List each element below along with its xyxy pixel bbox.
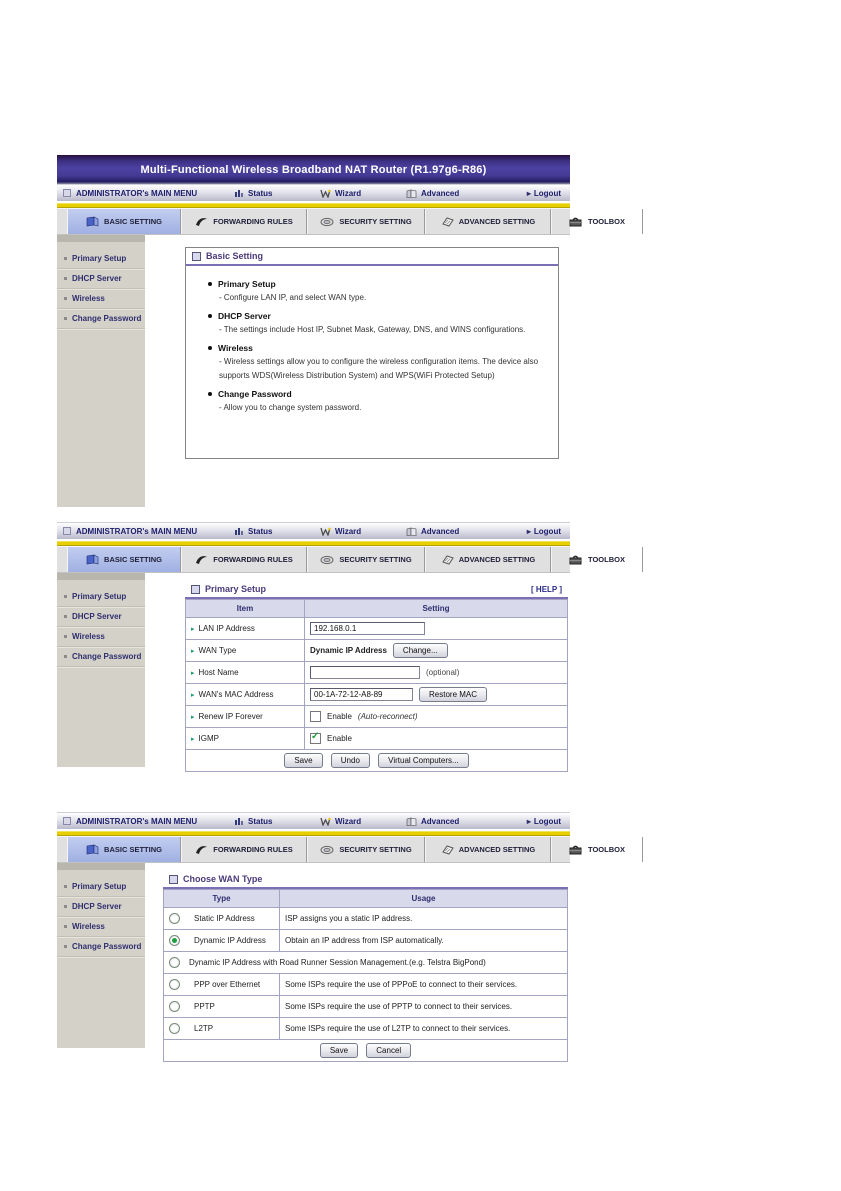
menu-item-wizard[interactable]: Wizard [320, 817, 406, 826]
usage-text: Some ISPs require the use of PPTP to connect to their services. [280, 996, 568, 1018]
admin-menu-icon [63, 527, 71, 535]
wan-type-table [163, 889, 568, 1062]
wan-type-radio-dynamic[interactable] [169, 935, 180, 946]
sidebar-top-strip [57, 573, 145, 580]
sidebar-item-wireless[interactable]: Wireless [57, 289, 145, 309]
bullet-icon [64, 595, 67, 598]
tab-toolbox[interactable] [551, 209, 643, 234]
tab-advanced-setting[interactable]: ADVANCED SETTING [425, 547, 551, 572]
admin-main-menu-label[interactable]: ADMINISTRATOR's MAIN MENU [76, 526, 198, 536]
panel-icon [192, 252, 201, 261]
menu-item-advanced[interactable] [406, 189, 492, 198]
column-header-usage: Usage [280, 890, 568, 908]
wan-type-radio-pptp[interactable] [169, 1001, 180, 1012]
usage-text: Some ISPs require the use of PPPoE to connect to their services. [280, 974, 568, 996]
wan-type-radio-roadrunner[interactable] [169, 957, 180, 968]
table-footer-row [186, 750, 568, 772]
tab-security-setting[interactable]: SECURITY SETTING [307, 837, 425, 862]
menu-item-wizard[interactable]: Wizard [320, 527, 406, 536]
section-primary-setup: Primary Setup - Configure LAN IP, and select WAN type. [208, 279, 542, 305]
bullet-icon [64, 945, 67, 948]
renew-ip-checkbox[interactable] [310, 711, 321, 722]
sidebar-item-dhcp-server[interactable]: DHCP Server [57, 897, 145, 917]
row-marker-icon [191, 734, 195, 743]
advanced-label: Advanced [421, 188, 460, 198]
help-link[interactable]: [ HELP ] [531, 584, 562, 594]
panel-title: Primary Setup [205, 584, 267, 594]
tab-forwarding-rules[interactable]: FORWARDING RULES [181, 547, 307, 572]
bullet-icon [64, 925, 67, 928]
toolbox-icon [569, 554, 583, 565]
admin-menu-bar [57, 184, 570, 201]
section-change-password: Change Password - Allow you to change system password. [208, 389, 542, 415]
menu-item-status[interactable]: Status [234, 817, 320, 826]
table-row: ▸ WAN Type Dynamic IP Address Change... [186, 640, 568, 662]
tab-label: SECURITY SETTING [339, 217, 412, 226]
sidebar [57, 573, 145, 767]
section-wireless: Wireless - Wireless settings allow you to configure the wireless configuration items. The device also supports WDS(Wireless Distribution System) and WPS(WiFi Protected Setup) [208, 343, 542, 383]
admin-menu-icon [63, 189, 71, 197]
router-title: Multi-Functional Wireless Broadband NAT Router (R1.97g6-R86) [140, 163, 487, 176]
tab-bar [57, 208, 625, 235]
usage-text: Some ISPs require the use of L2TP to connect to their services. [280, 1018, 568, 1040]
admin-menu-bar [57, 522, 570, 539]
forwarding-rules-icon [195, 216, 208, 227]
undo-button[interactable]: Undo [331, 753, 370, 768]
table-footer-row [164, 1040, 568, 1062]
bullet-icon [64, 317, 67, 320]
bullet-icon [208, 314, 212, 318]
tab-basic-setting[interactable]: BASIC SETTING [67, 547, 181, 572]
basic-setting-icon [86, 844, 99, 855]
wan-type-value: Dynamic IP Address [310, 646, 387, 655]
tab-bar [57, 836, 625, 863]
tab-forwarding-rules[interactable]: FORWARDING RULES [181, 837, 307, 862]
forwarding-rules-icon [195, 844, 208, 855]
menu-item-wizard[interactable] [320, 189, 406, 198]
row-marker-icon [191, 668, 195, 677]
tab-security-setting[interactable]: SECURITY SETTING [307, 547, 425, 572]
save-button[interactable]: Save [320, 1043, 358, 1058]
forwarding-rules-icon [195, 554, 208, 565]
row-marker-icon [191, 646, 195, 655]
bullet-icon [208, 346, 212, 350]
table-row: PPP over Ethernet Some ISPs require the use of PPPoE to connect to their services. [164, 974, 568, 996]
tab-toolbox[interactable]: TOOLBOX [551, 547, 643, 572]
tab-label: FORWARDING RULES [213, 217, 293, 226]
tab-label: ADVANCED SETTING [458, 217, 536, 226]
sidebar [57, 863, 145, 1048]
row-marker-icon [191, 712, 195, 721]
optional-note: (optional) [426, 668, 460, 677]
logout-label: Logout [533, 188, 561, 198]
virtual-computers-button[interactable]: Virtual Computers... [378, 753, 469, 768]
tab-advanced-setting[interactable] [425, 209, 551, 234]
logout-icon [527, 527, 531, 536]
usage-text: ISP assigns you a static IP address. [280, 908, 568, 930]
sidebar-item-primary-setup[interactable]: Primary Setup [57, 587, 145, 607]
table-row: Static IP Address ISP assigns you a static IP address. [164, 908, 568, 930]
panel-icon [191, 585, 200, 594]
table-row: ▸ IGMP ✓ Enable [186, 728, 568, 750]
bullet-icon [64, 635, 67, 638]
lan-ip-input[interactable] [310, 622, 425, 635]
advanced-setting-icon [441, 216, 454, 227]
basic-setting-icon [86, 216, 99, 227]
tab-basic-setting[interactable]: BASIC SETTING [67, 837, 181, 862]
choose-wan-type-panel [163, 871, 568, 1062]
igmp-checkbox[interactable] [310, 733, 321, 744]
menu-item-status[interactable]: Status [234, 527, 320, 536]
sidebar [57, 235, 145, 507]
router-title-bar [57, 155, 570, 184]
security-setting-icon [320, 845, 334, 855]
advanced-icon [406, 817, 417, 826]
table-row: ▸ WAN's MAC Address 00-1A-72-12-A8-89 Restore MAC [186, 684, 568, 706]
column-header-setting: Setting [305, 600, 568, 618]
bullet-icon [64, 297, 67, 300]
yellow-divider [57, 829, 570, 836]
bullet-icon [208, 392, 212, 396]
sidebar-item-dhcp-server[interactable]: DHCP Server [57, 269, 145, 289]
host-name-input[interactable] [310, 666, 420, 679]
panel-title: Basic Setting [206, 251, 264, 261]
usage-text: Obtain an IP address from ISP automatically. [280, 930, 568, 952]
tab-bar [57, 546, 625, 573]
advanced-setting-icon [441, 844, 454, 855]
change-button[interactable]: Change... [393, 643, 448, 658]
screenshot-basic-setting [57, 155, 625, 520]
sidebar-item-wireless[interactable]: Wireless [57, 627, 145, 647]
wizard-icon [320, 189, 331, 198]
status-label: Status [248, 188, 273, 198]
sidebar-item-change-password[interactable]: Change Password [57, 937, 145, 957]
menu-item-status[interactable] [234, 189, 320, 198]
wan-type-radio-l2tp[interactable] [169, 1023, 180, 1034]
row-marker-icon [191, 624, 195, 633]
tab-forwarding-rules[interactable] [181, 209, 307, 234]
table-row: ▸ Host Name (optional) [186, 662, 568, 684]
wan-type-radio-pppoe[interactable] [169, 979, 180, 990]
admin-menu-bar [57, 812, 570, 829]
basic-setting-icon [86, 554, 99, 565]
tab-advanced-setting[interactable]: ADVANCED SETTING [425, 837, 551, 862]
bullet-icon [208, 282, 212, 286]
tab-label: BASIC SETTING [104, 217, 162, 226]
sidebar-item-wireless[interactable]: Wireless [57, 917, 145, 937]
admin-menu-icon [63, 817, 71, 825]
table-row: Dynamic IP Address with Road Runner Session Management.(e.g. Telstra BigPond) [164, 952, 568, 974]
advanced-icon [406, 527, 417, 536]
menu-item-advanced[interactable]: Advanced [406, 527, 492, 536]
bullet-icon [64, 885, 67, 888]
logout-icon [527, 189, 531, 198]
menu-item-advanced[interactable]: Advanced [406, 817, 492, 826]
panel-title: Choose WAN Type [183, 874, 263, 884]
bullet-icon [64, 655, 67, 658]
status-icon [234, 527, 244, 536]
tab-basic-setting[interactable] [67, 209, 181, 234]
wan-type-radio-static[interactable] [169, 913, 180, 924]
logout-link[interactable] [527, 189, 561, 198]
bullet-icon [64, 615, 67, 618]
sidebar-item-dhcp-server[interactable]: DHCP Server [57, 607, 145, 627]
screenshot-choose-wan-type [57, 812, 625, 1055]
wizard-icon [320, 817, 331, 826]
security-setting-icon [320, 217, 334, 227]
screenshot-primary-setup [57, 522, 625, 767]
table-row: ▸ Renew IP Forever Enable (Auto-reconnect) [186, 706, 568, 728]
sidebar-item-change-password[interactable]: Change Password [57, 647, 145, 667]
save-button[interactable]: Save [284, 753, 322, 768]
status-icon [234, 817, 244, 826]
table-row: ▸ LAN IP Address 192.168.0.1 [186, 618, 568, 640]
row-marker-icon [191, 690, 195, 699]
section-dhcp-server: DHCP Server - The settings include Host IP, Subnet Mask, Gateway, DNS, and WINS configurations. [208, 311, 542, 337]
tab-security-setting[interactable] [307, 209, 425, 234]
sidebar-item-change-password[interactable]: Change Password [57, 309, 145, 329]
bullet-icon [64, 905, 67, 908]
wizard-label: Wizard [335, 188, 362, 198]
bullet-icon [64, 277, 67, 280]
primary-setup-panel [185, 581, 568, 772]
sidebar-top-strip [57, 863, 145, 870]
cancel-button[interactable]: Cancel [366, 1043, 411, 1058]
table-row: L2TP Some ISPs require the use of L2TP to connect to their services. [164, 1018, 568, 1040]
security-setting-icon [320, 555, 334, 565]
advanced-icon [406, 189, 417, 198]
logout-link[interactable]: ▸ Logout [527, 817, 561, 826]
admin-main-menu-label[interactable]: ADMINISTRATOR's MAIN MENU [76, 188, 198, 198]
column-header-item: Item [186, 600, 305, 618]
tab-toolbox[interactable]: TOOLBOX [551, 837, 643, 862]
table-row: PPTP Some ISPs require the use of PPTP to connect to their services. [164, 996, 568, 1018]
tab-label: TOOLBOX [588, 217, 625, 226]
sidebar-top-strip [57, 235, 145, 242]
admin-main-menu-label[interactable]: ADMINISTRATOR's MAIN MENU [76, 816, 198, 826]
panel-icon [169, 875, 178, 884]
primary-setup-table [185, 599, 568, 772]
restore-mac-button[interactable]: Restore MAC [419, 687, 487, 702]
status-icon [234, 189, 244, 198]
bullet-icon [64, 257, 67, 260]
toolbox-icon [569, 844, 583, 855]
toolbox-icon [569, 216, 583, 227]
yellow-divider [57, 539, 570, 546]
wizard-icon [320, 527, 331, 536]
column-header-type: Type [164, 890, 280, 908]
logout-link[interactable]: ▸ Logout [527, 527, 561, 536]
logout-icon [527, 817, 531, 826]
sidebar-item-primary-setup[interactable]: Primary Setup [57, 249, 145, 269]
sidebar-item-primary-setup[interactable]: Primary Setup [57, 877, 145, 897]
basic-setting-panel [185, 247, 559, 459]
wan-mac-input[interactable] [310, 688, 413, 701]
table-row: Dynamic IP Address Obtain an IP address from ISP automatically. [164, 930, 568, 952]
yellow-divider [57, 201, 570, 208]
advanced-setting-icon [441, 554, 454, 565]
